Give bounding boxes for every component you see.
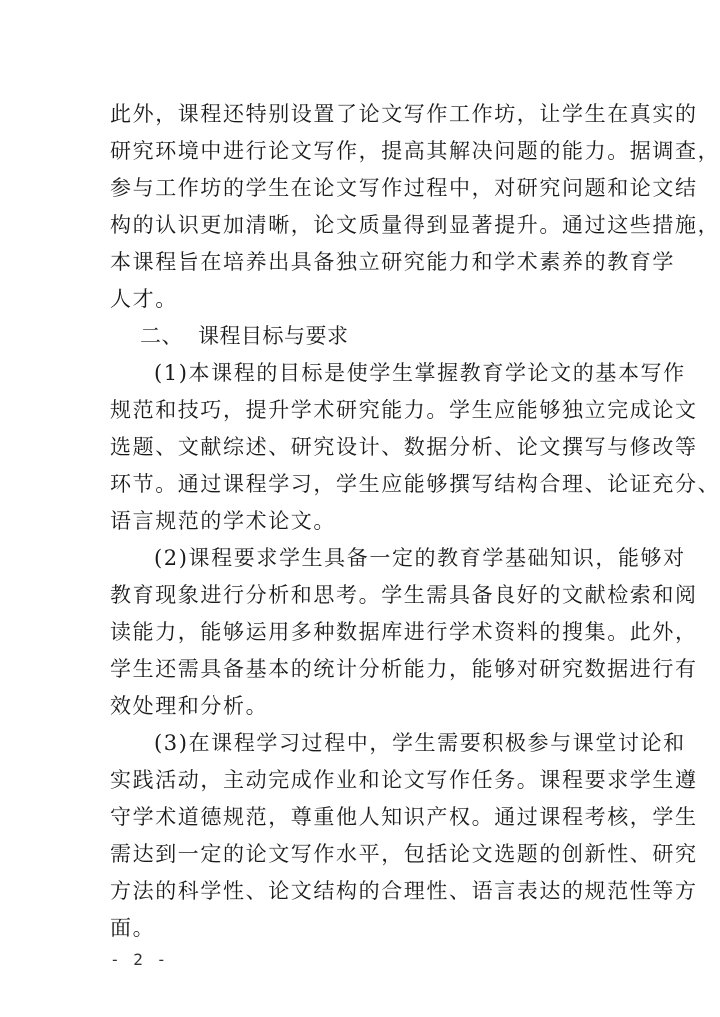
- text-line: 教育现象进行分析和思考。学生需具备良好的文献检索和阅: [110, 583, 698, 607]
- paragraph-2: [110, 540, 698, 725]
- text-line: 参与工作坊的学生在论文写作过程中，对研究问题和论文结: [110, 176, 698, 200]
- text-line: 环节。通过课程学习，学生应能够撰写结构合理、论证充分、: [110, 472, 720, 496]
- text-line: 构的认识更加清晰，论文质量得到显著提升。通过这些措施，: [110, 213, 720, 237]
- text-line: 规范和技巧，提升学术研究能力。学生应能够独立完成论文: [110, 398, 698, 422]
- text-line: (2)课程要求学生具备一定的教育学基础知识，能够对: [154, 546, 686, 570]
- text-line: 实践活动，主动完成作业和论文写作任务。课程要求学生遵: [110, 768, 698, 792]
- intro-paragraph: [110, 96, 720, 318]
- text-line: 语言规范的学术论文。: [110, 509, 336, 533]
- page-number: - 2 -: [110, 950, 169, 969]
- paragraph-3: [110, 725, 698, 947]
- section-title: 课程目标与要求: [198, 324, 349, 348]
- section-number: 二、: [140, 324, 183, 348]
- text-line: 效处理和分析。: [110, 694, 269, 718]
- document-page: [110, 96, 720, 947]
- text-line: (1)本课程的目标是使学生掌握教育学论文的基本写作: [154, 361, 686, 385]
- text-line: 本课程旨在培养出具备独立研究能力和学术素养的教育学: [110, 250, 675, 274]
- text-line: (3)在课程学习过程中，学生需要积极参与课堂讨论和: [154, 731, 686, 755]
- text-line: 学生还需具备基本的统计分析能力，能够对研究数据进行有: [110, 657, 698, 681]
- text-line: 需达到一定的论文写作水平，包括论文选题的创新性、研究: [110, 842, 698, 866]
- section-heading: [110, 318, 612, 355]
- text-line: 研究环境中进行论文写作，提高其解决问题的能力。据调查，: [110, 139, 720, 163]
- text-line: 人才。: [110, 287, 178, 311]
- paragraph-1: [110, 355, 720, 540]
- text-line: 选题、文献综述、研究设计、数据分析、论文撰写与修改等: [110, 435, 698, 459]
- text-line: 守学术道德规范，尊重他人知识产权。通过课程考核，学生: [110, 805, 698, 829]
- text-line: 此外，课程还特别设置了论文写作工作坊，让学生在真实的: [110, 102, 698, 126]
- text-line: 方法的科学性、论文结构的合理性、语言表达的规范性等方: [110, 879, 698, 903]
- text-line: 读能力，能够运用多种数据库进行学术资料的搜集。此外，: [110, 620, 698, 644]
- text-line: 面。: [110, 916, 156, 940]
